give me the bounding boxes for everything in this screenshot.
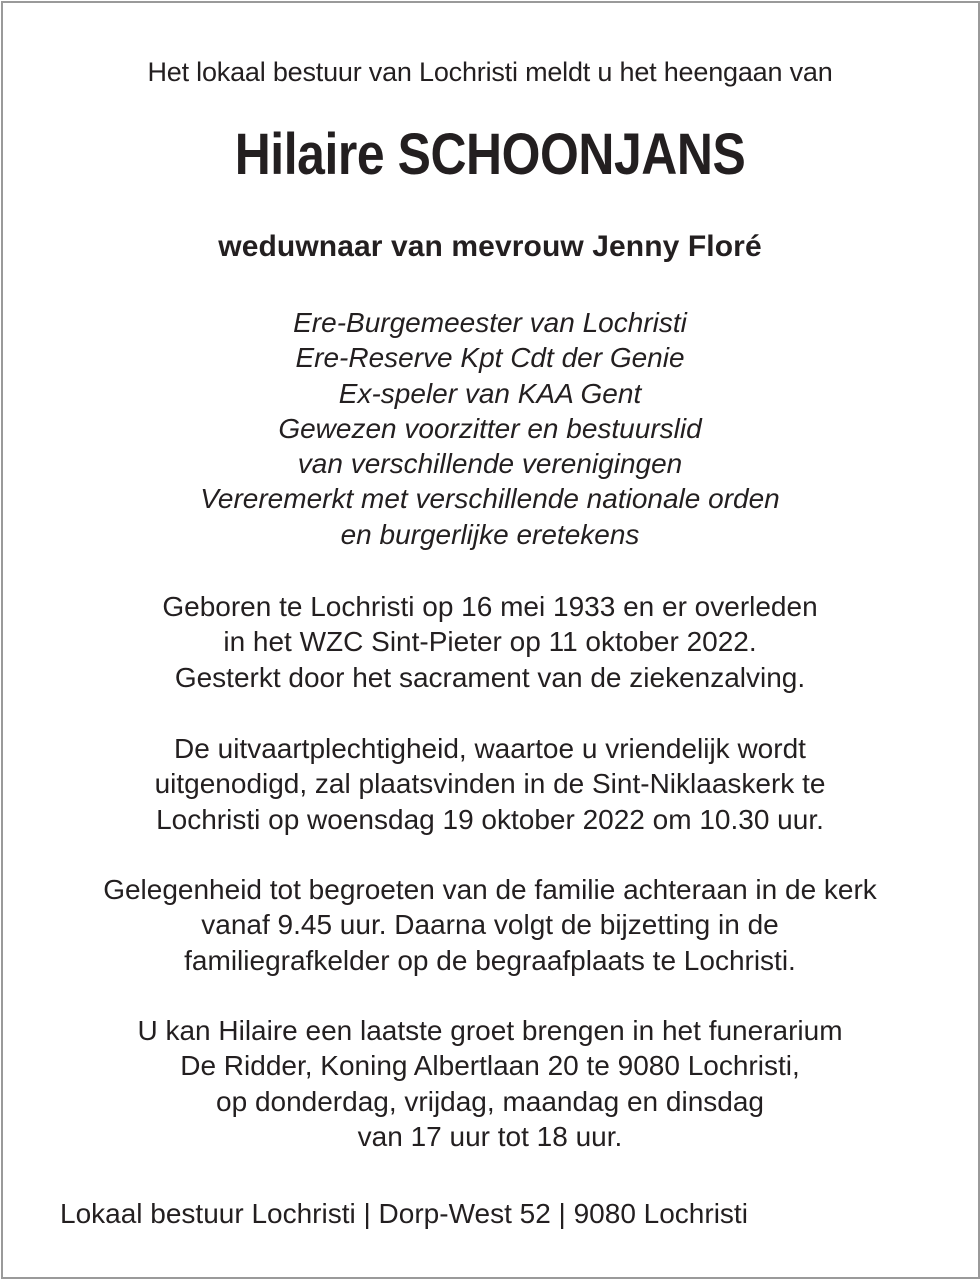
paragraph-line: De Ridder, Koning Albertlaan 20 te 9080 Lochristi, xyxy=(180,1050,800,1082)
title-line: Ere-Burgemeester van Lochristi xyxy=(293,307,687,338)
paragraph-line: familiegrafkelder op de begraafplaats te Lochristi. xyxy=(184,944,796,976)
paragraph-line: van 17 uur tot 18 uur. xyxy=(357,1120,623,1152)
paragraph-line: uitgenodigd, zal plaatsvinden in de Sint-Niklaaskerk te xyxy=(154,768,826,800)
condolence-paragraph xyxy=(0,872,980,978)
deceased-name: Hilaire SCHOONJANS xyxy=(234,122,746,187)
paragraph-line: De uitvaartplechtigheid, waartoe u vriendelijk wordt xyxy=(174,733,806,764)
intro-text: Het lokaal bestuur van Lochristi meldt u het heengaan van xyxy=(147,57,833,87)
title-line: Vereremerkt met verschillende nationale orden xyxy=(200,483,780,515)
paragraph-line: vanaf 9.45 uur. Daarna volgt de bijzetting in de xyxy=(201,909,779,941)
paragraph-line: Lochristi op woensdag 19 oktober 2022 om 10.30 uur. xyxy=(156,803,824,835)
paragraph-line: Gesterkt door het sacrament van de ziekenzalving. xyxy=(174,661,806,693)
paragraph-line: in het WZC Sint-Pieter op 11 oktober 2022. xyxy=(223,626,757,658)
title-line: van verschillende verenigingen xyxy=(297,448,683,480)
honorary-titles xyxy=(0,305,980,552)
title-line: Gewezen voorzitter en bestuurslid xyxy=(278,412,702,444)
paragraph-line: Gelegenheid tot begroeten van de familie achteraan in de kerk xyxy=(103,874,877,905)
title-line: en burgerlijke eretekens xyxy=(340,518,640,550)
title-line: Ere-Reserve Kpt Cdt der Genie xyxy=(295,342,685,374)
funeral-service-paragraph xyxy=(0,731,980,837)
paragraph-line: op donderdag, vrijdag, maandag en dinsdag xyxy=(216,1085,764,1117)
funeral-home-paragraph xyxy=(0,1013,980,1154)
birth-death-paragraph xyxy=(0,589,980,695)
paragraph-line: U kan Hilaire een laatste groet brengen in het funerarium xyxy=(137,1015,843,1046)
paragraph-line: Geboren te Lochristi op 16 mei 1933 en er overleden xyxy=(162,591,818,622)
footer-address: Lokaal bestuur Lochristi | Dorp-West 52 | 9080 Lochristi xyxy=(60,1198,748,1229)
spouse-line: weduwnaar van mevrouw Jenny Floré xyxy=(218,230,762,263)
title-line: Ex-speler van KAA Gent xyxy=(338,377,642,409)
